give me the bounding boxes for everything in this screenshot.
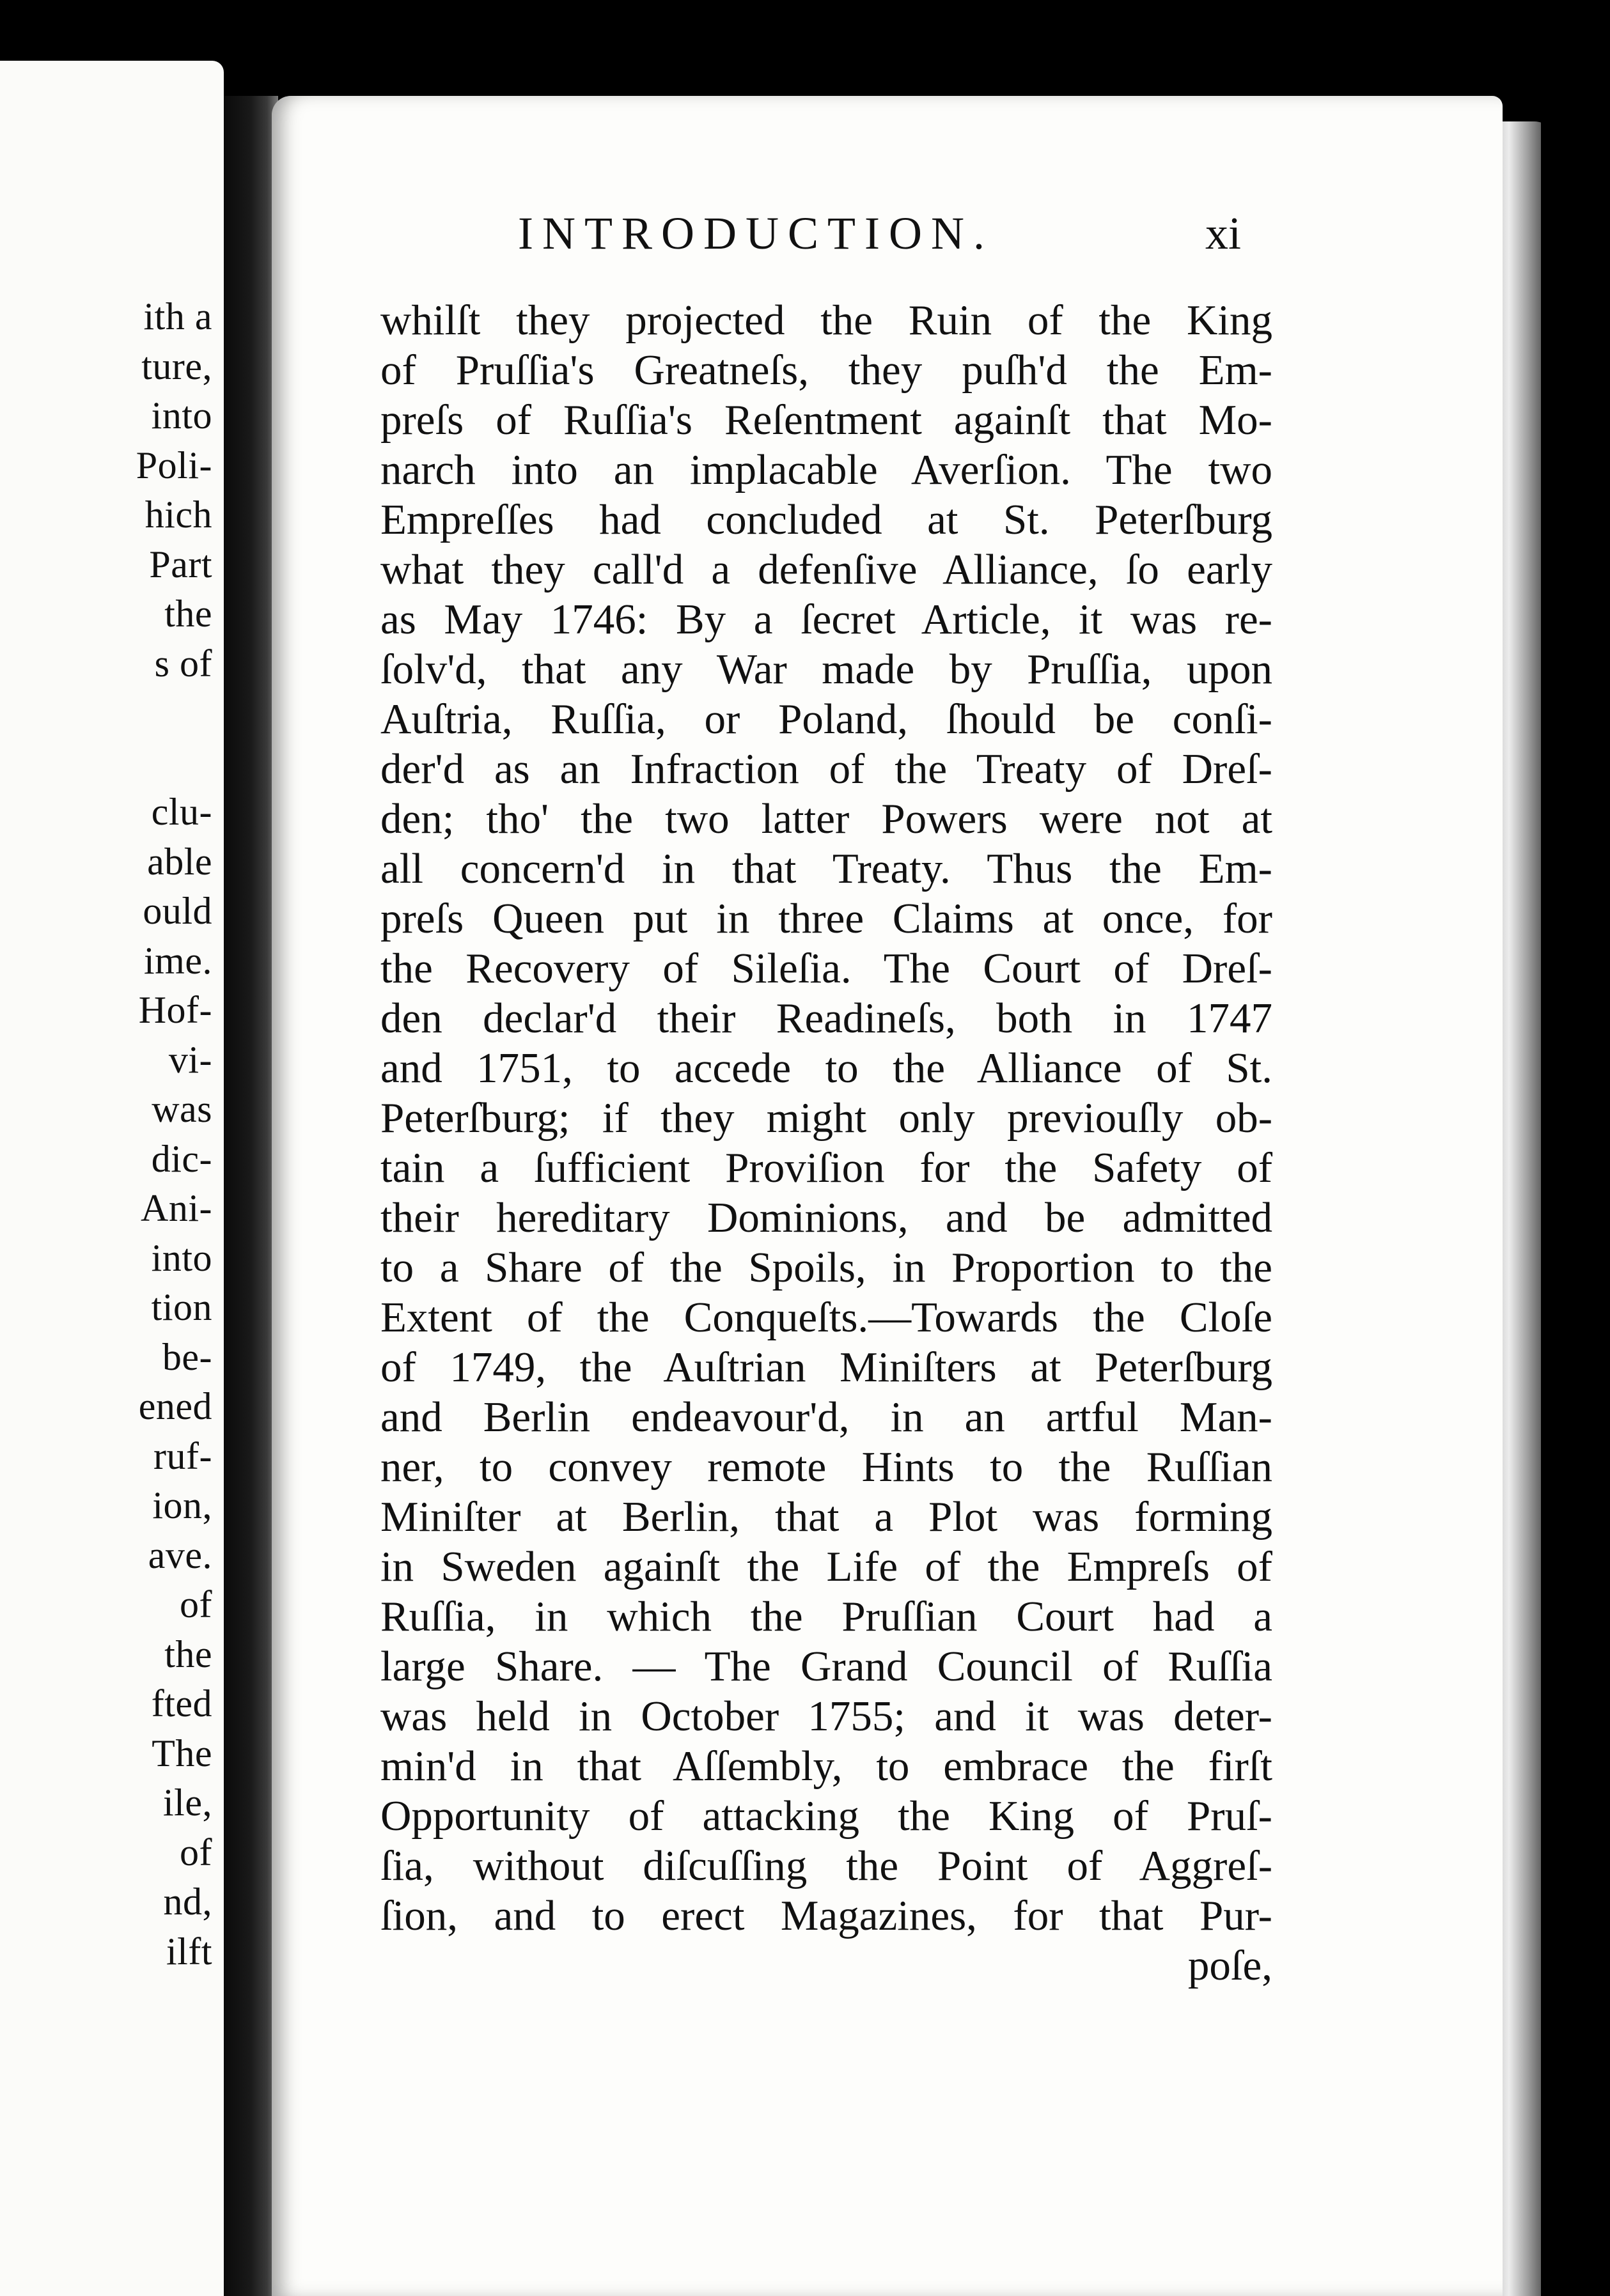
left-page-line: be- xyxy=(162,1335,212,1378)
left-page-line: of xyxy=(180,1831,212,1873)
left-page-line: Hof- xyxy=(138,989,212,1031)
left-page-line: Ani- xyxy=(141,1187,212,1229)
text-line: den declar'd their Readineſs, both in 1747 xyxy=(380,995,1272,1042)
text-line: large Share. — The Grand Council of Ruſſia xyxy=(380,1643,1272,1690)
text-line: ſolv'd, that any War made by Pruſſia, upon xyxy=(380,646,1272,693)
left-page-line: Poli- xyxy=(136,444,212,486)
text-line: narch into an implacable Averſion. The two xyxy=(380,446,1272,493)
text-line: preſs Queen put in three Claims at once, for xyxy=(380,895,1272,942)
left-page-line: clu- xyxy=(151,791,212,833)
book-gutter xyxy=(224,96,278,2296)
left-page-line: nd, xyxy=(163,1881,212,1923)
left-page-line: was xyxy=(152,1088,212,1130)
text-line: ſia, without diſcuſſing the Point of Aggreſ- xyxy=(380,1842,1272,1889)
text-line: Auſtria, Ruſſia, or Poland, ſhould be conſi- xyxy=(380,695,1272,743)
text-line: what they call'd a defenſive Alliance, ſo early xyxy=(380,546,1272,593)
left-page-line: ould xyxy=(143,890,212,932)
text-line: Opportunity of attacking the King of Pruſ- xyxy=(380,1792,1272,1840)
text-line: Miniſter at Berlin, that a Plot was forming xyxy=(380,1493,1272,1540)
text-line: Empreſſes had concluded at St. Peterſburg xyxy=(380,496,1272,543)
text-line: in Sweden againſt the Life of the Empreſs of xyxy=(380,1543,1272,1590)
left-page-line: the xyxy=(164,593,212,635)
text-line: the Recovery of Sileſia. The Court of Dreſ- xyxy=(380,945,1272,992)
left-page-line: the xyxy=(164,1633,212,1675)
left-page-line: The xyxy=(152,1732,212,1774)
text-line: Ruſſia, in which the Pruſſian Court had a xyxy=(380,1593,1272,1640)
left-page-line: ave. xyxy=(148,1533,212,1576)
left-page-line: ion, xyxy=(152,1484,212,1526)
text-line: and 1751, to accede to the Alliance of St. xyxy=(380,1044,1272,1092)
left-page-line: able xyxy=(147,840,212,883)
left-page-line: tion xyxy=(151,1286,212,1328)
left-page-line: ened xyxy=(138,1385,212,1427)
left-page-line: ilft xyxy=(166,1930,212,1973)
text-line: to a Share of the Spoils, in Proportion to the xyxy=(380,1244,1272,1291)
text-line: ſion, and to erect Magazines, for that Pur- xyxy=(380,1892,1272,1939)
left-page-line: hich xyxy=(145,493,212,536)
left-page-line: ile, xyxy=(163,1781,212,1824)
left-page-line: vi- xyxy=(168,1038,212,1081)
left-page-line: ruf- xyxy=(153,1434,212,1477)
text-line: Peterſburg; if they might only previouſly ob- xyxy=(380,1094,1272,1142)
text-line: preſs of Ruſſia's Reſentment againſt that Mo- xyxy=(380,396,1272,444)
left-facing-page xyxy=(0,61,224,2296)
text-line: min'd in that Aſſembly, to embrace the firſt xyxy=(380,1742,1272,1790)
left-page-line: ture, xyxy=(141,345,212,387)
text-line: den; tho' the two latter Powers were not at xyxy=(380,795,1272,842)
text-line: Extent of the Conqueſts.—Towards the Cloſe xyxy=(380,1294,1272,1341)
text-line: of Pruſſia's Greatneſs, they puſh'd the Em- xyxy=(380,346,1272,394)
left-page-line: into xyxy=(151,394,212,437)
left-page-line: ime. xyxy=(144,939,212,982)
left-page-line: s of xyxy=(154,642,212,685)
body-text xyxy=(380,295,1272,1990)
left-page-line: ith a xyxy=(143,295,212,337)
text-line: was held in October 1755; and it was deter- xyxy=(380,1693,1272,1740)
text-line: their hereditary Dominions, and be admitted xyxy=(380,1194,1272,1241)
text-line: tain a ſufficient Proviſion for the Safety of xyxy=(380,1144,1272,1191)
left-page-line: dic- xyxy=(151,1137,212,1180)
text-line: whilſt they projected the Ruin of the King xyxy=(380,297,1272,344)
text-line: of 1749, the Auſtrian Miniſters at Peterſburg xyxy=(380,1344,1272,1391)
edge-shadow xyxy=(1541,121,1610,2296)
left-page-line: of xyxy=(180,1583,212,1625)
page-number: xi xyxy=(1205,208,1242,259)
text-line: all concern'd in that Treaty. Thus the Em- xyxy=(380,845,1272,892)
catchword: poſe, xyxy=(1187,1942,1272,1989)
left-page-line: into xyxy=(151,1236,212,1279)
running-head: INTRODUCTION. xyxy=(518,208,994,259)
text-line: and Berlin endeavour'd, in an artful Man- xyxy=(380,1393,1272,1441)
text-line: der'd as an Infraction of the Treaty of Dreſ- xyxy=(380,745,1272,793)
text-line: as May 1746: By a ſecret Article, it was re- xyxy=(380,596,1272,643)
text-line: ner, to convey remote Hints to the Ruſſian xyxy=(380,1443,1272,1491)
left-page-line: fted xyxy=(151,1682,212,1725)
left-page-line: Part xyxy=(149,543,212,586)
